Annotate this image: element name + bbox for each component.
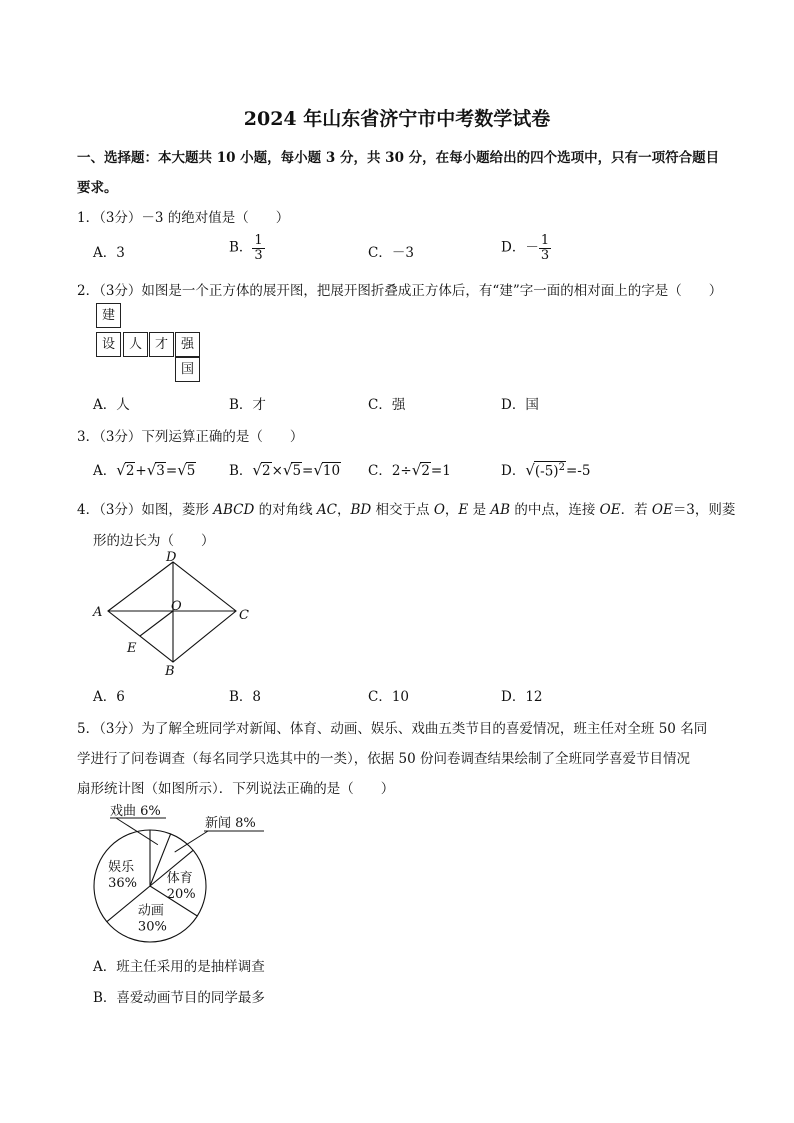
net-cell-qiang: 强 xyxy=(175,332,200,357)
q3-option-b xyxy=(229,459,341,479)
q5-option-b: B．喜爱动画节目的同学最多 xyxy=(93,990,265,1006)
q2-option-c: C．强 xyxy=(368,397,406,413)
label-c: C xyxy=(239,608,249,623)
q2-option-a: A．人 xyxy=(93,397,130,413)
section-instructions-line1: 一、选择题：本大题共 10 小题，每小题 3 分，共 30 分，在每小题给出的四个选项中，只有一项符合题目 xyxy=(77,150,720,166)
pie-leader-line xyxy=(116,818,158,845)
q1-option-d-numerator: 1 xyxy=(540,233,550,248)
q3-a-radicand-1: 2 xyxy=(125,463,135,479)
q3-a-radicand-3: 5 xyxy=(186,463,196,479)
label-o: O xyxy=(171,599,182,614)
q3-option-d-label: D． xyxy=(501,463,526,479)
radical-sign: √ xyxy=(282,461,293,479)
q3-option-b-label: B． xyxy=(229,463,253,479)
net-cell-cai: 才 xyxy=(149,332,174,357)
pie-label-2: 体育 xyxy=(166,871,193,887)
q3-d-inner: (-5) xyxy=(534,463,559,479)
page-title: 2024 年山东省济宁市中考数学试卷 xyxy=(243,108,551,130)
q1-option-a: A．3 xyxy=(93,245,125,261)
q2-option-b: B．才 xyxy=(229,397,266,413)
q3-option-a xyxy=(93,459,196,479)
q4-var: BD xyxy=(350,502,372,518)
net-cell-jian: 建 xyxy=(96,303,121,328)
label-a: A xyxy=(93,605,103,620)
radical-sign: √ xyxy=(525,461,535,479)
q1-option-b-denominator: 3 xyxy=(254,247,263,263)
q5-option-a: A．班主任采用的是抽样调查 xyxy=(93,959,265,975)
radical-sign: √ xyxy=(177,461,187,479)
label-d: D xyxy=(166,550,177,565)
q4-text: ， xyxy=(337,502,351,518)
q4-option-c: C．10 xyxy=(368,689,410,705)
radical-sign: √ xyxy=(252,461,262,479)
q1-option-c: C．－3 xyxy=(368,245,414,261)
q3-option-c xyxy=(368,459,451,479)
pie-label-0: 戏曲 6% xyxy=(110,804,161,819)
q4-text: 4．（3分）如图，菱形 xyxy=(77,502,214,518)
pie-value-4: 36% xyxy=(108,875,138,891)
q3-c-prefix: 2÷ xyxy=(391,463,412,479)
q4-text: 相交于点 xyxy=(371,502,434,518)
radical-sign: √ xyxy=(411,461,422,479)
net-cell-guo: 国 xyxy=(175,357,200,382)
section-instructions-line2: 要求。 xyxy=(77,180,118,196)
q3-c-suffix: =1 xyxy=(430,463,451,479)
q4-var: OE xyxy=(599,502,621,518)
pie-label-4: 娱乐 xyxy=(108,859,135,875)
pie-label-1: 新闻 8% xyxy=(205,816,256,831)
q1-option-d-fraction xyxy=(539,234,551,262)
q3-b-equals: = xyxy=(302,463,314,479)
rhombus-figure xyxy=(88,548,258,680)
q4-stem-line2: 形的边长为（ ） xyxy=(93,533,215,549)
q3-a-radicand-2: 3 xyxy=(156,463,165,479)
q3-a-operator: + xyxy=(135,463,147,479)
q4-var: E xyxy=(458,502,469,518)
q4-stem-line1 xyxy=(77,498,735,518)
q3-b-radicand-3: 10 xyxy=(322,463,341,479)
q1-option-b-numerator: 1 xyxy=(254,233,263,248)
q4-var: ABCD xyxy=(213,502,255,518)
q4-var: OE xyxy=(651,502,673,518)
q1-stem: 1．（3分）－3 的绝对值是（ ） xyxy=(77,210,290,226)
q3-a-equals: = xyxy=(165,463,178,479)
q4-text: ．若 xyxy=(620,502,652,518)
q3-d-exponent: 2 xyxy=(558,461,565,473)
net-cell-she: 设 xyxy=(96,332,121,357)
q3-d-radicand xyxy=(534,461,566,480)
q4-text: 的对角线 xyxy=(254,502,317,518)
q4-text: 的中点，连接 xyxy=(510,502,600,518)
radical-sign: √ xyxy=(146,461,157,479)
q4-var: AC xyxy=(316,502,337,518)
q1-option-b-fraction xyxy=(252,234,264,262)
q3-c-radicand: 2 xyxy=(421,463,430,479)
q4-text: ， xyxy=(444,502,459,518)
q1-option-d xyxy=(501,234,551,262)
q3-b-radicand-1: 2 xyxy=(261,463,271,479)
label-e: E xyxy=(127,641,137,656)
q4-text: ＝3，则菱 xyxy=(672,502,736,518)
q4-var: O xyxy=(433,502,445,518)
q3-option-a-label: A． xyxy=(93,463,117,479)
label-b: B xyxy=(165,664,175,679)
q3-stem: 3．（3分）下列运算正确的是（ ） xyxy=(77,429,304,445)
q3-b-radicand-2: 5 xyxy=(292,463,302,479)
q1-option-d-denominator: 3 xyxy=(540,247,550,263)
radical-sign: √ xyxy=(116,461,126,479)
q3-option-d xyxy=(501,459,590,479)
pie-value-3: 30% xyxy=(137,919,167,935)
q1-option-b xyxy=(229,234,265,262)
q4-var: AB xyxy=(490,502,511,518)
segment-oe xyxy=(140,611,173,636)
q5-stem-line2: 学进行了问卷调查（每名同学只选其中的一类），依据 50 份问卷调查结果绘制了全班同学喜爱节目情况 xyxy=(77,751,691,767)
pie-chart xyxy=(88,798,278,948)
q1-option-b-label: B． xyxy=(229,239,253,256)
q3-option-c-label: C． xyxy=(368,463,392,479)
q2-option-d: D．国 xyxy=(501,397,539,413)
q4-option-d: D．12 xyxy=(501,689,543,705)
q4-text: 是 xyxy=(468,502,491,518)
q2-stem: 2．（3分）如图是一个正方体的展开图，把展开图折叠成正方体后，有“建”字一面的相对面上的字是（ ） xyxy=(77,283,723,299)
net-cell-ren: 人 xyxy=(123,332,148,357)
q3-d-suffix: =-5 xyxy=(565,463,591,479)
radical-sign: √ xyxy=(313,461,323,479)
q1-option-d-label: D．－ xyxy=(501,239,539,256)
q4-option-a: A．6 xyxy=(93,689,125,705)
q5-stem-line3: 扇形统计图（如图所示）．下列说法正确的是（ ） xyxy=(77,781,395,797)
pie-value-2: 20% xyxy=(166,887,196,903)
q5-stem-line1: 5．（3分）为了解全班同学对新闻、体育、动画、娱乐、戏曲五类节目的喜爱情况，班主任对全班 50 名同 xyxy=(77,721,708,737)
q4-option-b: B．8 xyxy=(229,689,262,705)
q3-b-operator: × xyxy=(271,463,283,479)
pie-label-3: 动画 xyxy=(137,903,164,919)
